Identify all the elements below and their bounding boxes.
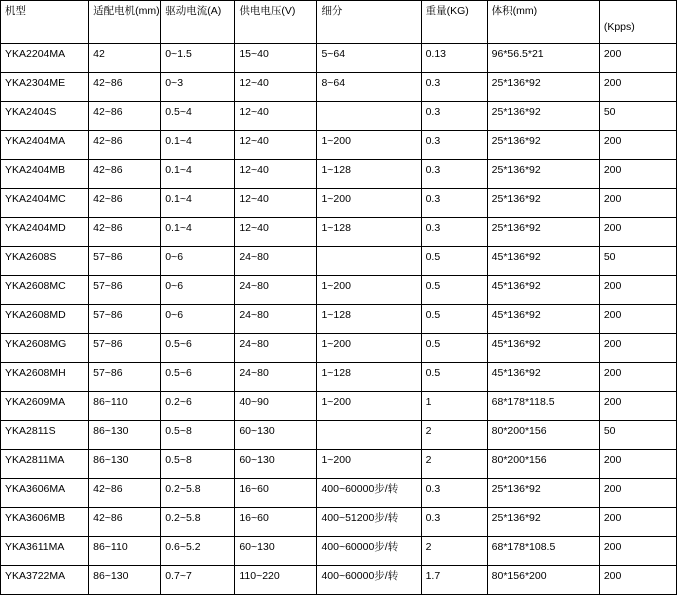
table-row bbox=[1, 189, 677, 218]
table-row bbox=[1, 276, 677, 305]
cell-voltage: 12~40 bbox=[235, 131, 317, 160]
cell-weight: 0.3 bbox=[421, 508, 487, 537]
cell-current: 0.1~4 bbox=[161, 189, 235, 218]
cell-model: YKA2404S bbox=[1, 102, 89, 131]
cell-current: 0.2~5.8 bbox=[161, 508, 235, 537]
cell-current: 0~6 bbox=[161, 305, 235, 334]
cell-model: YKA3606MB bbox=[1, 508, 89, 537]
cell-frequency: 200 bbox=[599, 479, 676, 508]
cell-model: YKA2609MA bbox=[1, 392, 89, 421]
cell-voltage: 12~40 bbox=[235, 160, 317, 189]
cell-motor: 57~86 bbox=[89, 276, 161, 305]
cell-voltage: 12~40 bbox=[235, 73, 317, 102]
column-header-model: 机型 bbox=[1, 1, 89, 44]
cell-volume: 25*136*92 bbox=[487, 508, 599, 537]
column-header-subdivision: 细分 bbox=[317, 1, 421, 44]
cell-model: YKA2608MG bbox=[1, 334, 89, 363]
cell-motor: 42~86 bbox=[89, 160, 161, 189]
cell-subdivision: 1~200 bbox=[317, 189, 421, 218]
column-header-volume: 体积(mm) bbox=[487, 1, 599, 44]
cell-voltage: 60~130 bbox=[235, 421, 317, 450]
table-row bbox=[1, 450, 677, 479]
cell-weight: 2 bbox=[421, 450, 487, 479]
cell-model: YKA2404MB bbox=[1, 160, 89, 189]
cell-current: 0.2~6 bbox=[161, 392, 235, 421]
cell-motor: 42~86 bbox=[89, 73, 161, 102]
table-row bbox=[1, 160, 677, 189]
cell-weight: 2 bbox=[421, 537, 487, 566]
cell-weight: 0.13 bbox=[421, 44, 487, 73]
cell-subdivision: 1~200 bbox=[317, 276, 421, 305]
cell-frequency: 50 bbox=[599, 421, 676, 450]
cell-current: 0.1~4 bbox=[161, 131, 235, 160]
cell-current: 0~6 bbox=[161, 247, 235, 276]
cell-volume: 68*178*108.5 bbox=[487, 537, 599, 566]
cell-voltage: 24~80 bbox=[235, 363, 317, 392]
cell-motor: 42~86 bbox=[89, 102, 161, 131]
cell-motor: 86~130 bbox=[89, 450, 161, 479]
cell-frequency: 200 bbox=[599, 508, 676, 537]
cell-weight: 1.7 bbox=[421, 566, 487, 595]
cell-voltage: 12~40 bbox=[235, 102, 317, 131]
column-header-frequency-unit: (Kpps) bbox=[603, 21, 635, 33]
cell-motor: 57~86 bbox=[89, 305, 161, 334]
cell-frequency: 200 bbox=[599, 160, 676, 189]
cell-volume: 45*136*92 bbox=[487, 305, 599, 334]
cell-voltage: 15~40 bbox=[235, 44, 317, 73]
cell-frequency: 50 bbox=[599, 247, 676, 276]
cell-volume: 80*156*200 bbox=[487, 566, 599, 595]
cell-weight: 0.5 bbox=[421, 305, 487, 334]
cell-volume: 25*136*92 bbox=[487, 160, 599, 189]
cell-model: YKA2608S bbox=[1, 247, 89, 276]
cell-weight: 0.3 bbox=[421, 131, 487, 160]
cell-voltage: 24~80 bbox=[235, 247, 317, 276]
cell-voltage: 12~40 bbox=[235, 218, 317, 247]
cell-weight: 1 bbox=[421, 392, 487, 421]
table-header bbox=[1, 1, 677, 44]
table-row bbox=[1, 131, 677, 160]
cell-weight: 0.5 bbox=[421, 363, 487, 392]
cell-voltage: 12~40 bbox=[235, 189, 317, 218]
cell-subdivision: 8~64 bbox=[317, 73, 421, 102]
cell-motor: 86~110 bbox=[89, 392, 161, 421]
table-row bbox=[1, 479, 677, 508]
cell-motor: 86~130 bbox=[89, 566, 161, 595]
cell-subdivision bbox=[317, 421, 421, 450]
cell-frequency: 200 bbox=[599, 363, 676, 392]
cell-volume: 25*136*92 bbox=[487, 479, 599, 508]
cell-subdivision: 400~60000步/转 bbox=[317, 537, 421, 566]
cell-frequency: 200 bbox=[599, 189, 676, 218]
cell-current: 0~3 bbox=[161, 73, 235, 102]
cell-current: 0.5~6 bbox=[161, 363, 235, 392]
cell-model: YKA3606MA bbox=[1, 479, 89, 508]
table-row bbox=[1, 363, 677, 392]
cell-motor: 57~86 bbox=[89, 363, 161, 392]
table-row bbox=[1, 421, 677, 450]
cell-current: 0~1.5 bbox=[161, 44, 235, 73]
cell-frequency: 200 bbox=[599, 537, 676, 566]
cell-frequency: 200 bbox=[599, 305, 676, 334]
table-row bbox=[1, 508, 677, 537]
cell-current: 0.5~8 bbox=[161, 450, 235, 479]
cell-frequency: 50 bbox=[599, 102, 676, 131]
cell-motor: 42 bbox=[89, 44, 161, 73]
cell-subdivision: 1~200 bbox=[317, 392, 421, 421]
cell-motor: 42~86 bbox=[89, 131, 161, 160]
cell-current: 0.6~5.2 bbox=[161, 537, 235, 566]
cell-motor: 57~86 bbox=[89, 334, 161, 363]
cell-model: YKA2404MC bbox=[1, 189, 89, 218]
cell-subdivision: 1~200 bbox=[317, 131, 421, 160]
cell-model: YKA3611MA bbox=[1, 537, 89, 566]
cell-current: 0.5~8 bbox=[161, 421, 235, 450]
cell-volume: 96*56.5*21 bbox=[487, 44, 599, 73]
cell-model: YKA2304ME bbox=[1, 73, 89, 102]
cell-volume: 25*136*92 bbox=[487, 102, 599, 131]
cell-weight: 2 bbox=[421, 421, 487, 450]
cell-voltage: 16~60 bbox=[235, 479, 317, 508]
cell-volume: 80*200*156 bbox=[487, 450, 599, 479]
cell-frequency: 200 bbox=[599, 73, 676, 102]
column-header-frequency bbox=[599, 1, 676, 44]
table-row bbox=[1, 73, 677, 102]
cell-subdivision: 1~128 bbox=[317, 305, 421, 334]
cell-current: 0.2~5.8 bbox=[161, 479, 235, 508]
cell-motor: 42~86 bbox=[89, 479, 161, 508]
cell-subdivision: 5~64 bbox=[317, 44, 421, 73]
cell-model: YKA2204MA bbox=[1, 44, 89, 73]
cell-model: YKA2404MA bbox=[1, 131, 89, 160]
cell-subdivision: 1~128 bbox=[317, 160, 421, 189]
cell-volume: 45*136*92 bbox=[487, 363, 599, 392]
cell-voltage: 60~130 bbox=[235, 537, 317, 566]
cell-weight: 0.3 bbox=[421, 102, 487, 131]
cell-volume: 25*136*92 bbox=[487, 218, 599, 247]
cell-model: YKA2811S bbox=[1, 421, 89, 450]
cell-motor: 86~110 bbox=[89, 537, 161, 566]
cell-motor: 57~86 bbox=[89, 247, 161, 276]
cell-voltage: 24~80 bbox=[235, 305, 317, 334]
cell-model: YKA2811MA bbox=[1, 450, 89, 479]
cell-subdivision: 1~128 bbox=[317, 218, 421, 247]
cell-subdivision: 400~51200步/转 bbox=[317, 508, 421, 537]
cell-volume: 25*136*92 bbox=[487, 189, 599, 218]
cell-subdivision: 400~60000步/转 bbox=[317, 479, 421, 508]
cell-volume: 68*178*118.5 bbox=[487, 392, 599, 421]
cell-subdivision: 1~200 bbox=[317, 334, 421, 363]
cell-subdivision bbox=[317, 102, 421, 131]
cell-volume: 25*136*92 bbox=[487, 73, 599, 102]
cell-volume: 45*136*92 bbox=[487, 334, 599, 363]
cell-model: YKA2608MC bbox=[1, 276, 89, 305]
column-header-voltage: 供电电压(V) bbox=[235, 1, 317, 44]
cell-frequency: 200 bbox=[599, 566, 676, 595]
table-header-row bbox=[1, 1, 677, 44]
cell-voltage: 16~60 bbox=[235, 508, 317, 537]
cell-motor: 42~86 bbox=[89, 508, 161, 537]
cell-current: 0.7~7 bbox=[161, 566, 235, 595]
cell-weight: 0.3 bbox=[421, 479, 487, 508]
table-row bbox=[1, 566, 677, 595]
cell-frequency: 200 bbox=[599, 276, 676, 305]
table-row bbox=[1, 44, 677, 73]
cell-voltage: 24~80 bbox=[235, 334, 317, 363]
cell-volume: 25*136*92 bbox=[487, 131, 599, 160]
column-header-motor: 适配电机(mm) bbox=[89, 1, 161, 44]
table-row bbox=[1, 334, 677, 363]
column-header-current: 驱动电流(A) bbox=[161, 1, 235, 44]
table-row bbox=[1, 102, 677, 131]
cell-model: YKA2608MD bbox=[1, 305, 89, 334]
cell-subdivision: 1~200 bbox=[317, 450, 421, 479]
cell-frequency: 200 bbox=[599, 392, 676, 421]
cell-frequency: 200 bbox=[599, 131, 676, 160]
cell-weight: 0.5 bbox=[421, 247, 487, 276]
cell-motor: 42~86 bbox=[89, 218, 161, 247]
cell-frequency: 200 bbox=[599, 334, 676, 363]
cell-weight: 0.3 bbox=[421, 189, 487, 218]
cell-voltage: 40~90 bbox=[235, 392, 317, 421]
cell-weight: 0.3 bbox=[421, 218, 487, 247]
cell-motor: 42~86 bbox=[89, 189, 161, 218]
cell-frequency: 200 bbox=[599, 450, 676, 479]
cell-weight: 0.3 bbox=[421, 73, 487, 102]
cell-voltage: 110~220 bbox=[235, 566, 317, 595]
cell-current: 0.5~6 bbox=[161, 334, 235, 363]
cell-current: 0.1~4 bbox=[161, 160, 235, 189]
cell-model: YKA2608MH bbox=[1, 363, 89, 392]
cell-model: YKA2404MD bbox=[1, 218, 89, 247]
cell-weight: 0.5 bbox=[421, 334, 487, 363]
table-body bbox=[1, 44, 677, 595]
cell-voltage: 60~130 bbox=[235, 450, 317, 479]
cell-subdivision bbox=[317, 247, 421, 276]
cell-subdivision: 400~60000步/转 bbox=[317, 566, 421, 595]
cell-motor: 86~130 bbox=[89, 421, 161, 450]
cell-volume: 45*136*92 bbox=[487, 276, 599, 305]
table-row bbox=[1, 247, 677, 276]
cell-current: 0.5~4 bbox=[161, 102, 235, 131]
table-row bbox=[1, 218, 677, 247]
cell-frequency: 200 bbox=[599, 44, 676, 73]
cell-voltage: 24~80 bbox=[235, 276, 317, 305]
table-row bbox=[1, 305, 677, 334]
cell-weight: 0.3 bbox=[421, 160, 487, 189]
table-row bbox=[1, 392, 677, 421]
cell-current: 0~6 bbox=[161, 276, 235, 305]
cell-frequency: 200 bbox=[599, 218, 676, 247]
cell-current: 0.1~4 bbox=[161, 218, 235, 247]
cell-subdivision: 1~128 bbox=[317, 363, 421, 392]
column-header-weight: 重量(KG) bbox=[421, 1, 487, 44]
table-row bbox=[1, 537, 677, 566]
cell-volume: 80*200*156 bbox=[487, 421, 599, 450]
cell-weight: 0.5 bbox=[421, 276, 487, 305]
cell-volume: 45*136*92 bbox=[487, 247, 599, 276]
cell-model: YKA3722MA bbox=[1, 566, 89, 595]
